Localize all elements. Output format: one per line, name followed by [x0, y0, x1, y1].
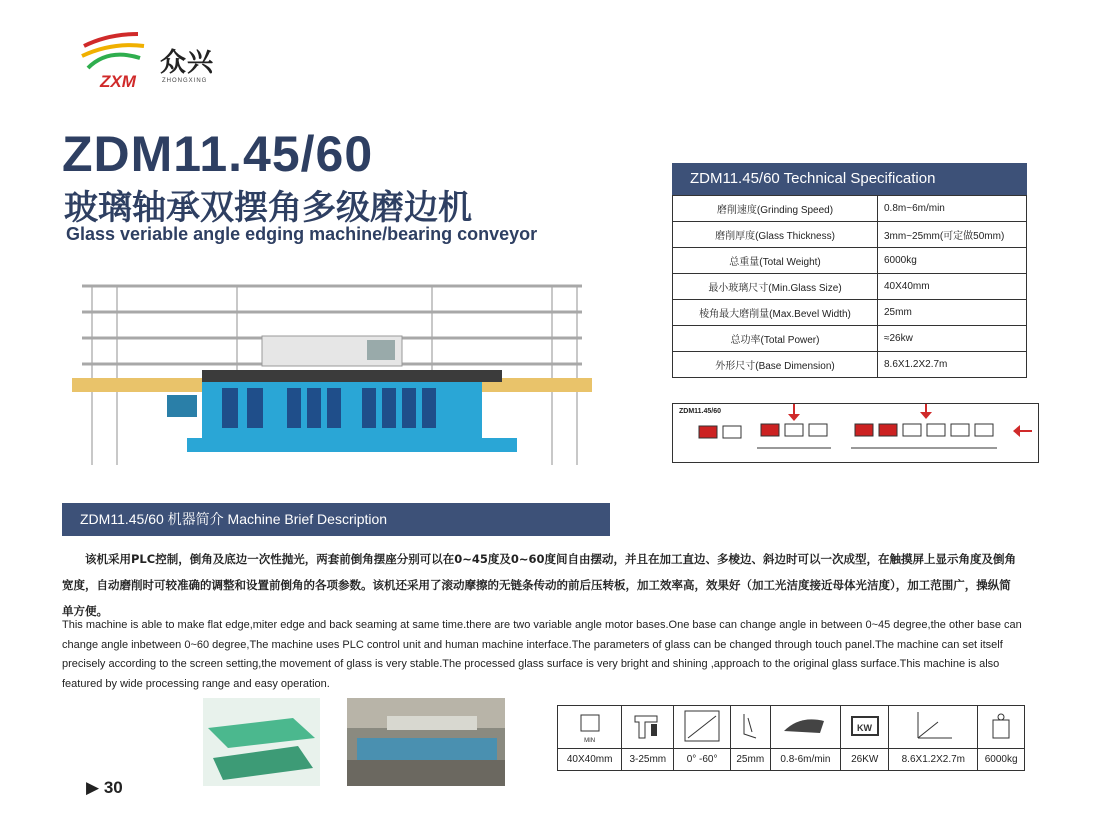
spec-value-weight: 6000kg: [978, 749, 1025, 771]
grinding-wheel-layout-diagram: [672, 403, 1039, 463]
spec-key: 最小玻璃尺寸(Min.Glass Size): [673, 274, 878, 300]
weight-icon: [978, 706, 1025, 749]
spec-rows: [672, 195, 1027, 378]
icon-spec-strip: [557, 705, 1025, 771]
logo-english-name: ZHONGXING: [162, 78, 208, 84]
brief-description-header: ZDM11.45/60 机器简介 Machine Brief Description: [62, 503, 610, 536]
spec-value: ≈26kw: [878, 326, 1027, 352]
machine-illustration: [72, 270, 592, 470]
spec-value-bevel: 25mm: [730, 749, 770, 771]
bevel-angle-icon: [674, 706, 731, 749]
logo-abbreviation: ZXM: [100, 72, 136, 91]
spec-value: 0.8m~6m/min: [878, 196, 1027, 222]
logo-chinese-name: 众兴: [160, 48, 215, 78]
factory-machine-photo: [347, 698, 505, 786]
description-chinese: 该机采用PLC控制，倒角及底边一次性抛光，两套前倒角摆座分别可以在0~45度及0~60度间自由摆动，并且在加工直边、多棱边、斜边时可以一次成型，在触摸屏上显示角度及倒角宽度，自动磨削时可较准确的调整和设置前倒角的各项参数。该机还采用了滚动摩擦的无链条传动的前后压转板，加工效率高，效果好（加工光洁度接近母体光洁度），加工范围广，操纵简单方便。: [62, 552, 1016, 618]
page-number-value: 30: [103, 778, 123, 797]
spec-value: 3mm~25mm(可定做50mm): [878, 222, 1027, 248]
glass-edge-photo: [203, 698, 320, 786]
spec-value: 8.6X1.2X2.7m: [878, 352, 1027, 378]
table-row: [673, 222, 1027, 248]
spec-key: 磨削厚度(Glass Thickness): [673, 222, 878, 248]
bevel-width-icon: [730, 706, 770, 749]
model-number: ZDM11.45/60: [62, 126, 374, 182]
wheel-layout-graphic: [673, 404, 1038, 462]
spec-key: 总重量(Total Weight): [673, 248, 878, 274]
table-row: [673, 352, 1027, 378]
spec-value: 6000kg: [878, 248, 1027, 274]
spec-key: 总功率(Total Power): [673, 326, 878, 352]
spec-key: 外形尺寸(Base Dimension): [673, 352, 878, 378]
table-row: [673, 300, 1027, 326]
min-size-icon-label: MIN: [584, 737, 596, 744]
page-arrow-icon: ▶: [86, 778, 100, 797]
product-title-english: Glass veriable angle edging machine/bearing conveyor: [66, 224, 538, 244]
spec-value-power: 26KW: [841, 749, 889, 771]
table-row: [673, 196, 1027, 222]
table-row: [673, 274, 1027, 300]
spec-value-angle: 0° -60°: [674, 749, 731, 771]
spec-table-header: ZDM11.45/60 Technical Specification: [672, 163, 1027, 195]
grinding-speed-icon: [770, 706, 840, 749]
product-title-chinese: 玻璃轴承双摆角多级磨边机: [64, 188, 472, 228]
spec-key: 磨削速度(Grinding Speed): [673, 196, 878, 222]
spec-value-thickness: 3-25mm: [622, 749, 674, 771]
spec-value-dimension: 8.6X1.2X2.7m: [889, 749, 978, 771]
description-english: This machine is able to make flat edge,miter edge and back seaming at same time.there are two variable angle motor bases.One base can change angle in between 0~45 degree,the other base can change angle inbetween 0~60 degree,The machine uses PLC control unit and human machine interface.The parameters of glass can be changed through touch panel.The machine can set itself precisely according to the screen setting,the movement of glass is very stable.The processed glass surface is very bright and shining ,approach to the original glass surface.This machine is also featured by wide processing range and easy operation.: [62, 619, 1022, 690]
technical-specification-table: [672, 163, 1027, 378]
spec-value-speed: 0.8-6m/min: [770, 749, 840, 771]
page-number: [86, 778, 123, 798]
power-kw-icon: [841, 706, 889, 749]
table-row: [673, 248, 1027, 274]
spec-value: 40X40mm: [878, 274, 1027, 300]
dimension-axes-icon: [889, 706, 978, 749]
spec-value-min-size: 40X40mm: [558, 749, 622, 771]
thickness-caliper-icon: [622, 706, 674, 749]
table-row: [673, 326, 1027, 352]
diagram-model-label: ZDM11.45/60: [679, 408, 722, 415]
spec-key: 棱角最大磨削量(Max.Bevel Width): [673, 300, 878, 326]
spec-value: 25mm: [878, 300, 1027, 326]
min-size-icon: [558, 706, 622, 749]
power-kw-icon-label: KW: [856, 722, 872, 733]
